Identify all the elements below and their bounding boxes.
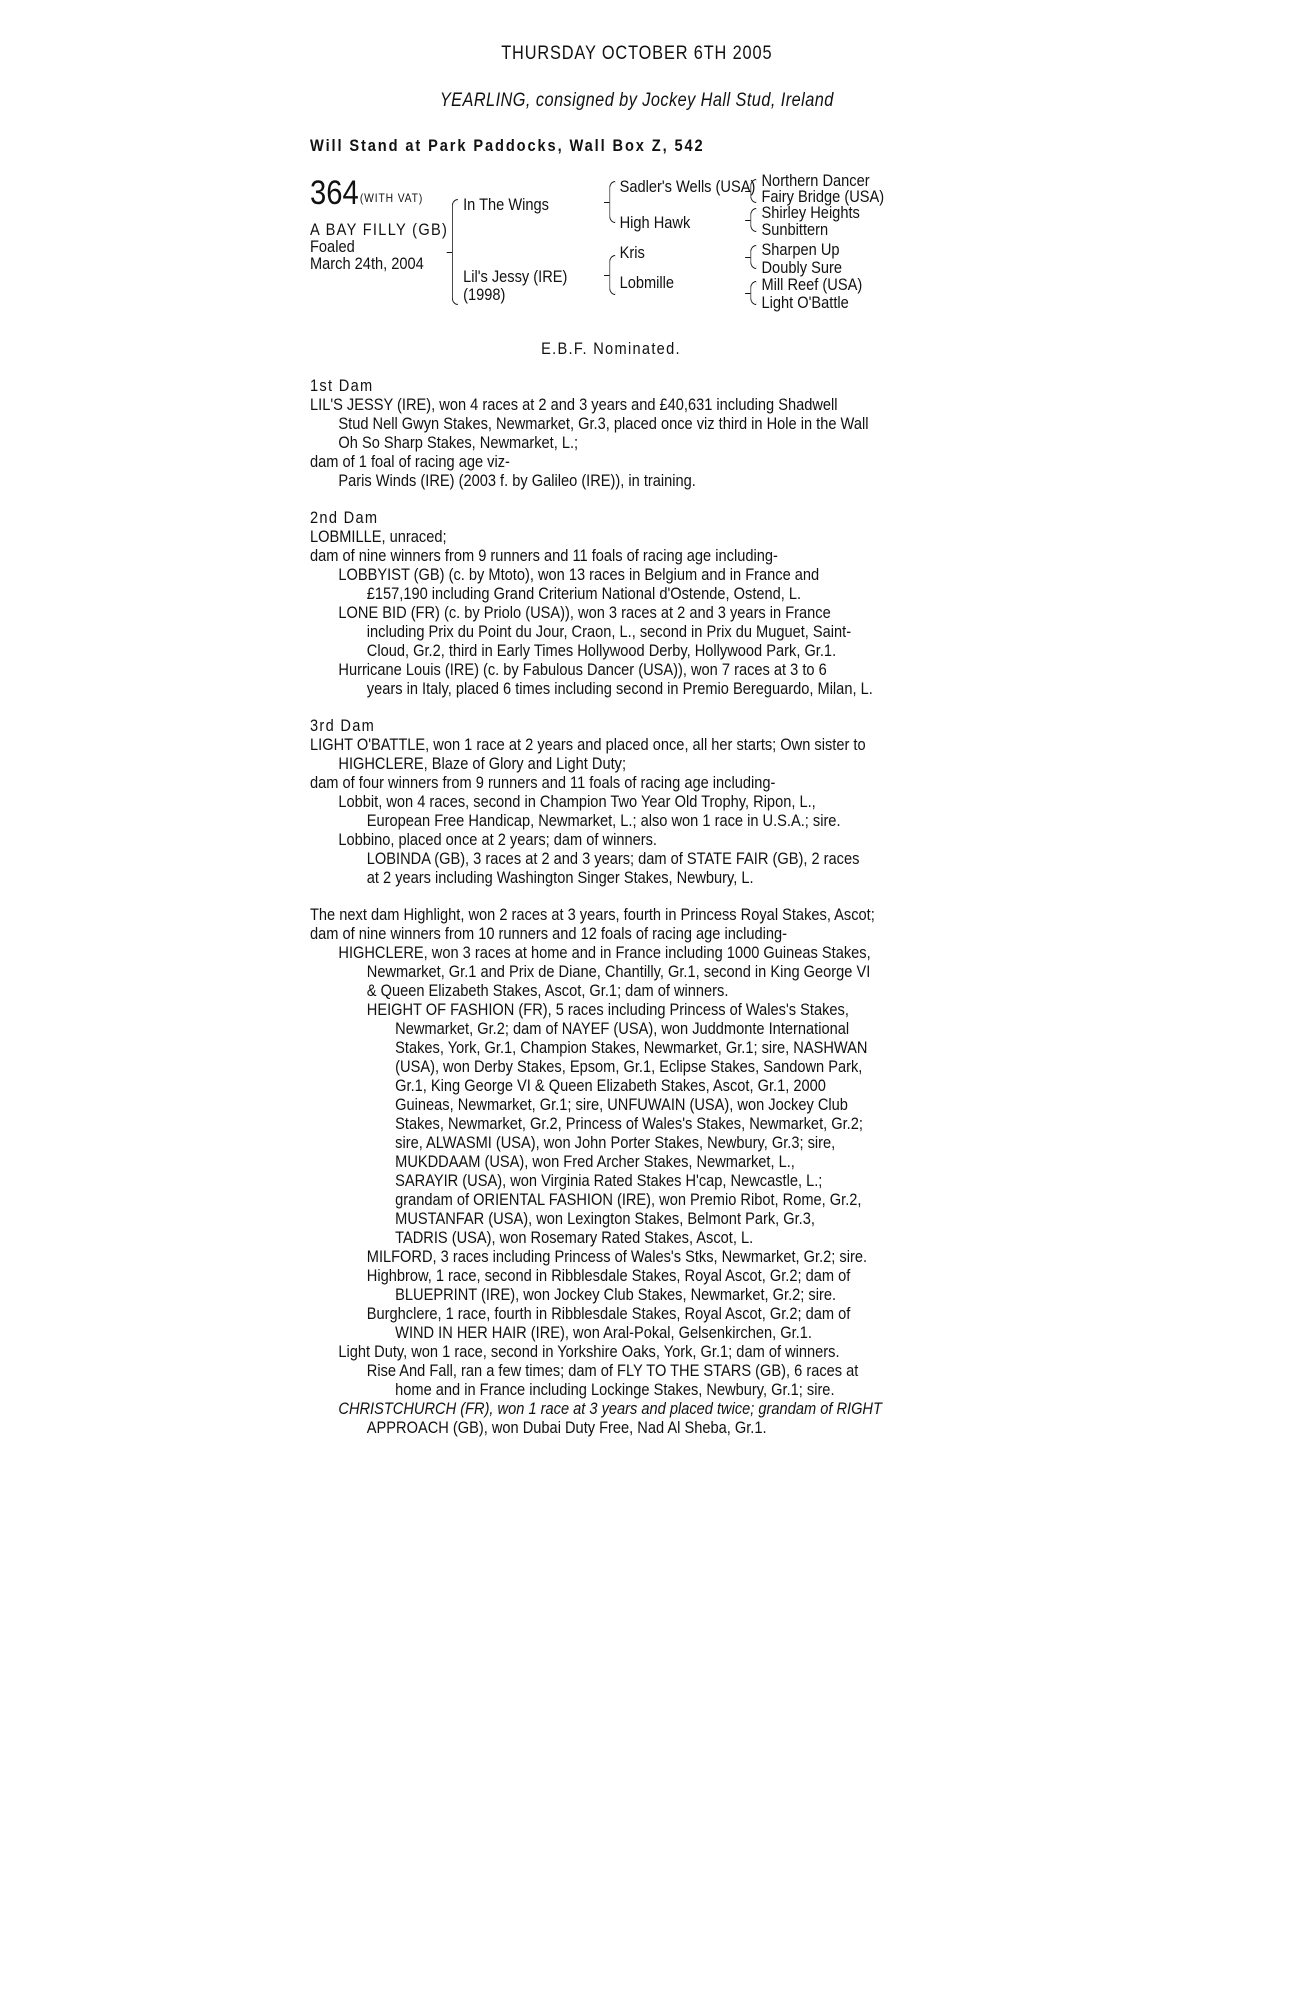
second-dam-heading: 2nd Dam	[310, 508, 379, 527]
text-line: The next dam Highlight, won 2 races at 3 years, fourth in Princess Royal Stakes, Ascot;	[310, 905, 875, 924]
text-line: European Free Handicap, Newmarket, L.; also won 1 race in U.S.A.; sire.	[366, 811, 841, 830]
text-line: Lobbino, placed once at 2 years; dam of winners.	[338, 830, 657, 849]
third-dam-section	[310, 716, 895, 887]
sd-sire: Shirley Heights	[761, 203, 860, 222]
next-dam-section	[310, 905, 895, 1437]
text-line: TADRIS (USA), won Rosemary Rated Stakes, Ascot, L.	[395, 1228, 754, 1247]
ds-sire: Sharpen Up	[761, 240, 840, 259]
consignment-line: YEARLING, consigned by Jockey Hall Stud, Ireland	[439, 90, 834, 111]
text-line: WIND IN HER HAIR (IRE), won Aral-Pokal, Gelsenkirchen, Gr.1.	[395, 1323, 812, 1342]
text-line: Light Duty, won 1 race, second in Yorkshire Oaks, York, Gr.1; dam of winners.	[338, 1342, 840, 1361]
ebf-nomination: E.B.F. Nominated.	[541, 339, 681, 358]
dd-dam: Light O'Battle	[761, 293, 849, 312]
text-line: APPROACH (GB), won Dubai Duty Free, Nad Al Sheba, Gr.1.	[366, 1418, 767, 1437]
vat-note: (WITH VAT)	[359, 191, 424, 205]
text-line: Stud Nell Gwyn Stakes, Newmarket, Gr.3, placed once viz third in Hole in the Wall	[338, 414, 869, 433]
sale-date: THURSDAY OCTOBER 6TH 2005	[501, 43, 773, 64]
text-line: MUKDDAAM (USA), won Fred Archer Stakes, Newmarket, L.,	[395, 1152, 795, 1171]
text-line: dam of 1 foal of racing age viz-	[310, 452, 510, 471]
text-line: LOBMILLE, unraced;	[310, 527, 447, 546]
text-line: BLUEPRINT (IRE), won Jockey Club Stakes, Newmarket, Gr.2; sire.	[395, 1285, 837, 1304]
gen3-brace-2	[750, 208, 756, 232]
first-dam-heading: 1st Dam	[310, 376, 374, 395]
text-line: MUSTANFAR (USA), won Lexington Stakes, Belmont Park, Gr.3,	[395, 1209, 815, 1228]
dam-dam: Lobmille	[619, 273, 675, 292]
text-line: HEIGHT OF FASHION (FR), 5 races including Princess of Wales's Stakes,	[366, 1000, 849, 1019]
text-line: & Queen Elizabeth Stakes, Ascot, Gr.1; dam of winners.	[366, 981, 729, 1000]
text-line: Burghclere, 1 race, fourth in Ribblesdale Stakes, Royal Ascot, Gr.2; dam of	[366, 1304, 851, 1323]
text-line: Cloud, Gr.2, third in Early Times Hollywood Derby, Hollywood Park, Gr.1.	[366, 641, 837, 660]
text-line: £157,190 including Grand Criterium National d'Ostende, Ostend, L.	[366, 584, 802, 603]
text-line: Oh So Sharp Stakes, Newmarket, L.;	[338, 433, 579, 452]
gen3-brace-4	[750, 281, 756, 305]
text-line: years in Italy, placed 6 times including second in Premio Bereguardo, Milan, L.	[366, 679, 873, 698]
lot-description	[310, 221, 448, 272]
gen3-brace-3	[750, 245, 756, 269]
text-line: home and in France including Lockinge Stakes, Newbury, Gr.1; sire.	[395, 1380, 835, 1399]
text-line: HIGHCLERE, Blaze of Glory and Light Duty;	[338, 754, 627, 773]
dd-sire: Mill Reef (USA)	[761, 275, 863, 294]
text-line: LOBINDA (GB), 3 races at 2 and 3 years; dam of STATE FAIR (GB), 2 races	[366, 849, 860, 868]
gen2-sire-brace	[609, 181, 615, 223]
text-line: SARAYIR (USA), won Virginia Rated Stakes H'cap, Newcastle, L.;	[395, 1171, 823, 1190]
text-line: LIGHT O'BATTLE, won 1 race at 2 years and placed once, all her starts; Own sister to	[310, 735, 866, 754]
foaled-label: Foaled	[310, 237, 355, 256]
text-line: Hurricane Louis (IRE) (c. by Fabulous Dancer (USA)), won 7 races at 3 to 6	[338, 660, 827, 679]
sire-name: In The Wings	[463, 195, 549, 214]
ss-sire: Northern Dancer	[761, 171, 870, 190]
sire-dam: High Hawk	[619, 213, 691, 232]
text-line: Gr.1, King George VI & Queen Elizabeth Stakes, Ascot, Gr.1, 2000	[395, 1076, 826, 1095]
text-line: including Prix du Point du Jour, Craon, L., second in Prix du Muguet, Saint-	[366, 622, 852, 641]
text-line: grandam of ORIENTAL FASHION (IRE), won Premio Ribot, Rome, Gr.2,	[395, 1190, 862, 1209]
pedigree-block	[310, 171, 981, 335]
text-line: Newmarket, Gr.1 and Prix de Diane, Chantilly, Gr.1, second in King George VI	[366, 962, 871, 981]
text-line: dam of nine winners from 9 runners and 11 foals of racing age including-	[310, 546, 778, 565]
text-line: Paris Winds (IRE) (2003 f. by Galileo (IRE)), in training.	[338, 471, 696, 490]
text-line: LONE BID (FR) (c. by Priolo (USA)), won 3 races at 2 and 3 years in France	[338, 603, 831, 622]
text-line: sire, ALWASMI (USA), won John Porter Stakes, Newbury, Gr.3; sire,	[395, 1133, 836, 1152]
second-dam-section	[310, 508, 895, 698]
text-line: (USA), won Derby Stakes, Epsom, Gr.1, Eclipse Stakes, Sandown Park,	[395, 1057, 863, 1076]
text-line: Highbrow, 1 race, second in Ribblesdale Stakes, Royal Ascot, Gr.2; dam of	[366, 1266, 851, 1285]
text-line: Lobbit, won 4 races, second in Champion Two Year Old Trophy, Ripon, L.,	[338, 792, 816, 811]
sire-sire: Sadler's Wells (USA)	[619, 177, 756, 196]
text-line: CHRISTCHURCH (FR), won 1 race at 3 years and placed twice; grandam of RIGHT	[338, 1399, 882, 1418]
first-dam-section	[310, 376, 895, 490]
gen3-brace-1	[750, 179, 756, 203]
stand-location: Will Stand at Park Paddocks, Wall Box Z, 542	[310, 136, 705, 155]
dam-sire: Kris	[619, 243, 645, 262]
third-dam-heading: 3rd Dam	[310, 716, 376, 735]
text-line: Newmarket, Gr.2; dam of NAYEF (USA), won Juddmonte International	[395, 1019, 850, 1038]
ds-dam: Doubly Sure	[761, 258, 842, 277]
text-line: Stakes, York, Gr.1, Champion Stakes, Newmarket, Gr.1; sire, NASHWAN	[395, 1038, 868, 1057]
text-line: dam of nine winners from 10 runners and 12 foals of racing age including-	[310, 924, 788, 943]
ss-dam: Fairy Bridge (USA)	[761, 187, 885, 206]
catalogue-page	[310, 44, 895, 1455]
text-line: MILFORD, 3 races including Princess of Wales's Stks, Newmarket, Gr.2; sire.	[366, 1247, 868, 1266]
gen1-brace	[452, 199, 458, 305]
text-line: HIGHCLERE, won 3 races at home and in France including 1000 Guineas Stakes,	[338, 943, 871, 962]
sd-dam: Sunbittern	[761, 220, 829, 239]
text-line: LOBBYIST (GB) (c. by Mtoto), won 13 races in Belgium and in France and	[338, 565, 820, 584]
dam-year: (1998)	[463, 285, 506, 304]
text-line: at 2 years including Washington Singer Stakes, Newbury, L.	[366, 868, 754, 887]
text-line: Guineas, Newmarket, Gr.1; sire, UNFUWAIN (USA), won Jockey Club	[395, 1095, 848, 1114]
gen2-dam-brace	[609, 255, 615, 295]
foaled-date: March 24th, 2004	[310, 254, 424, 273]
filly-description: A BAY FILLY (GB)	[310, 220, 449, 239]
lot-number: 364	[310, 174, 359, 212]
text-line: LIL'S JESSY (IRE), won 4 races at 2 and 3 years and £40,631 including Shadwell	[310, 395, 838, 414]
text-line: dam of four winners from 9 runners and 11 foals of racing age including-	[310, 773, 776, 792]
text-line: Rise And Fall, ran a few times; dam of FLY TO THE STARS (GB), 6 races at	[366, 1361, 859, 1380]
dam-name: Lil's Jessy (IRE)	[463, 267, 568, 286]
text-line: Stakes, Newmarket, Gr.2, Princess of Wales's Stakes, Newmarket, Gr.2;	[395, 1114, 863, 1133]
